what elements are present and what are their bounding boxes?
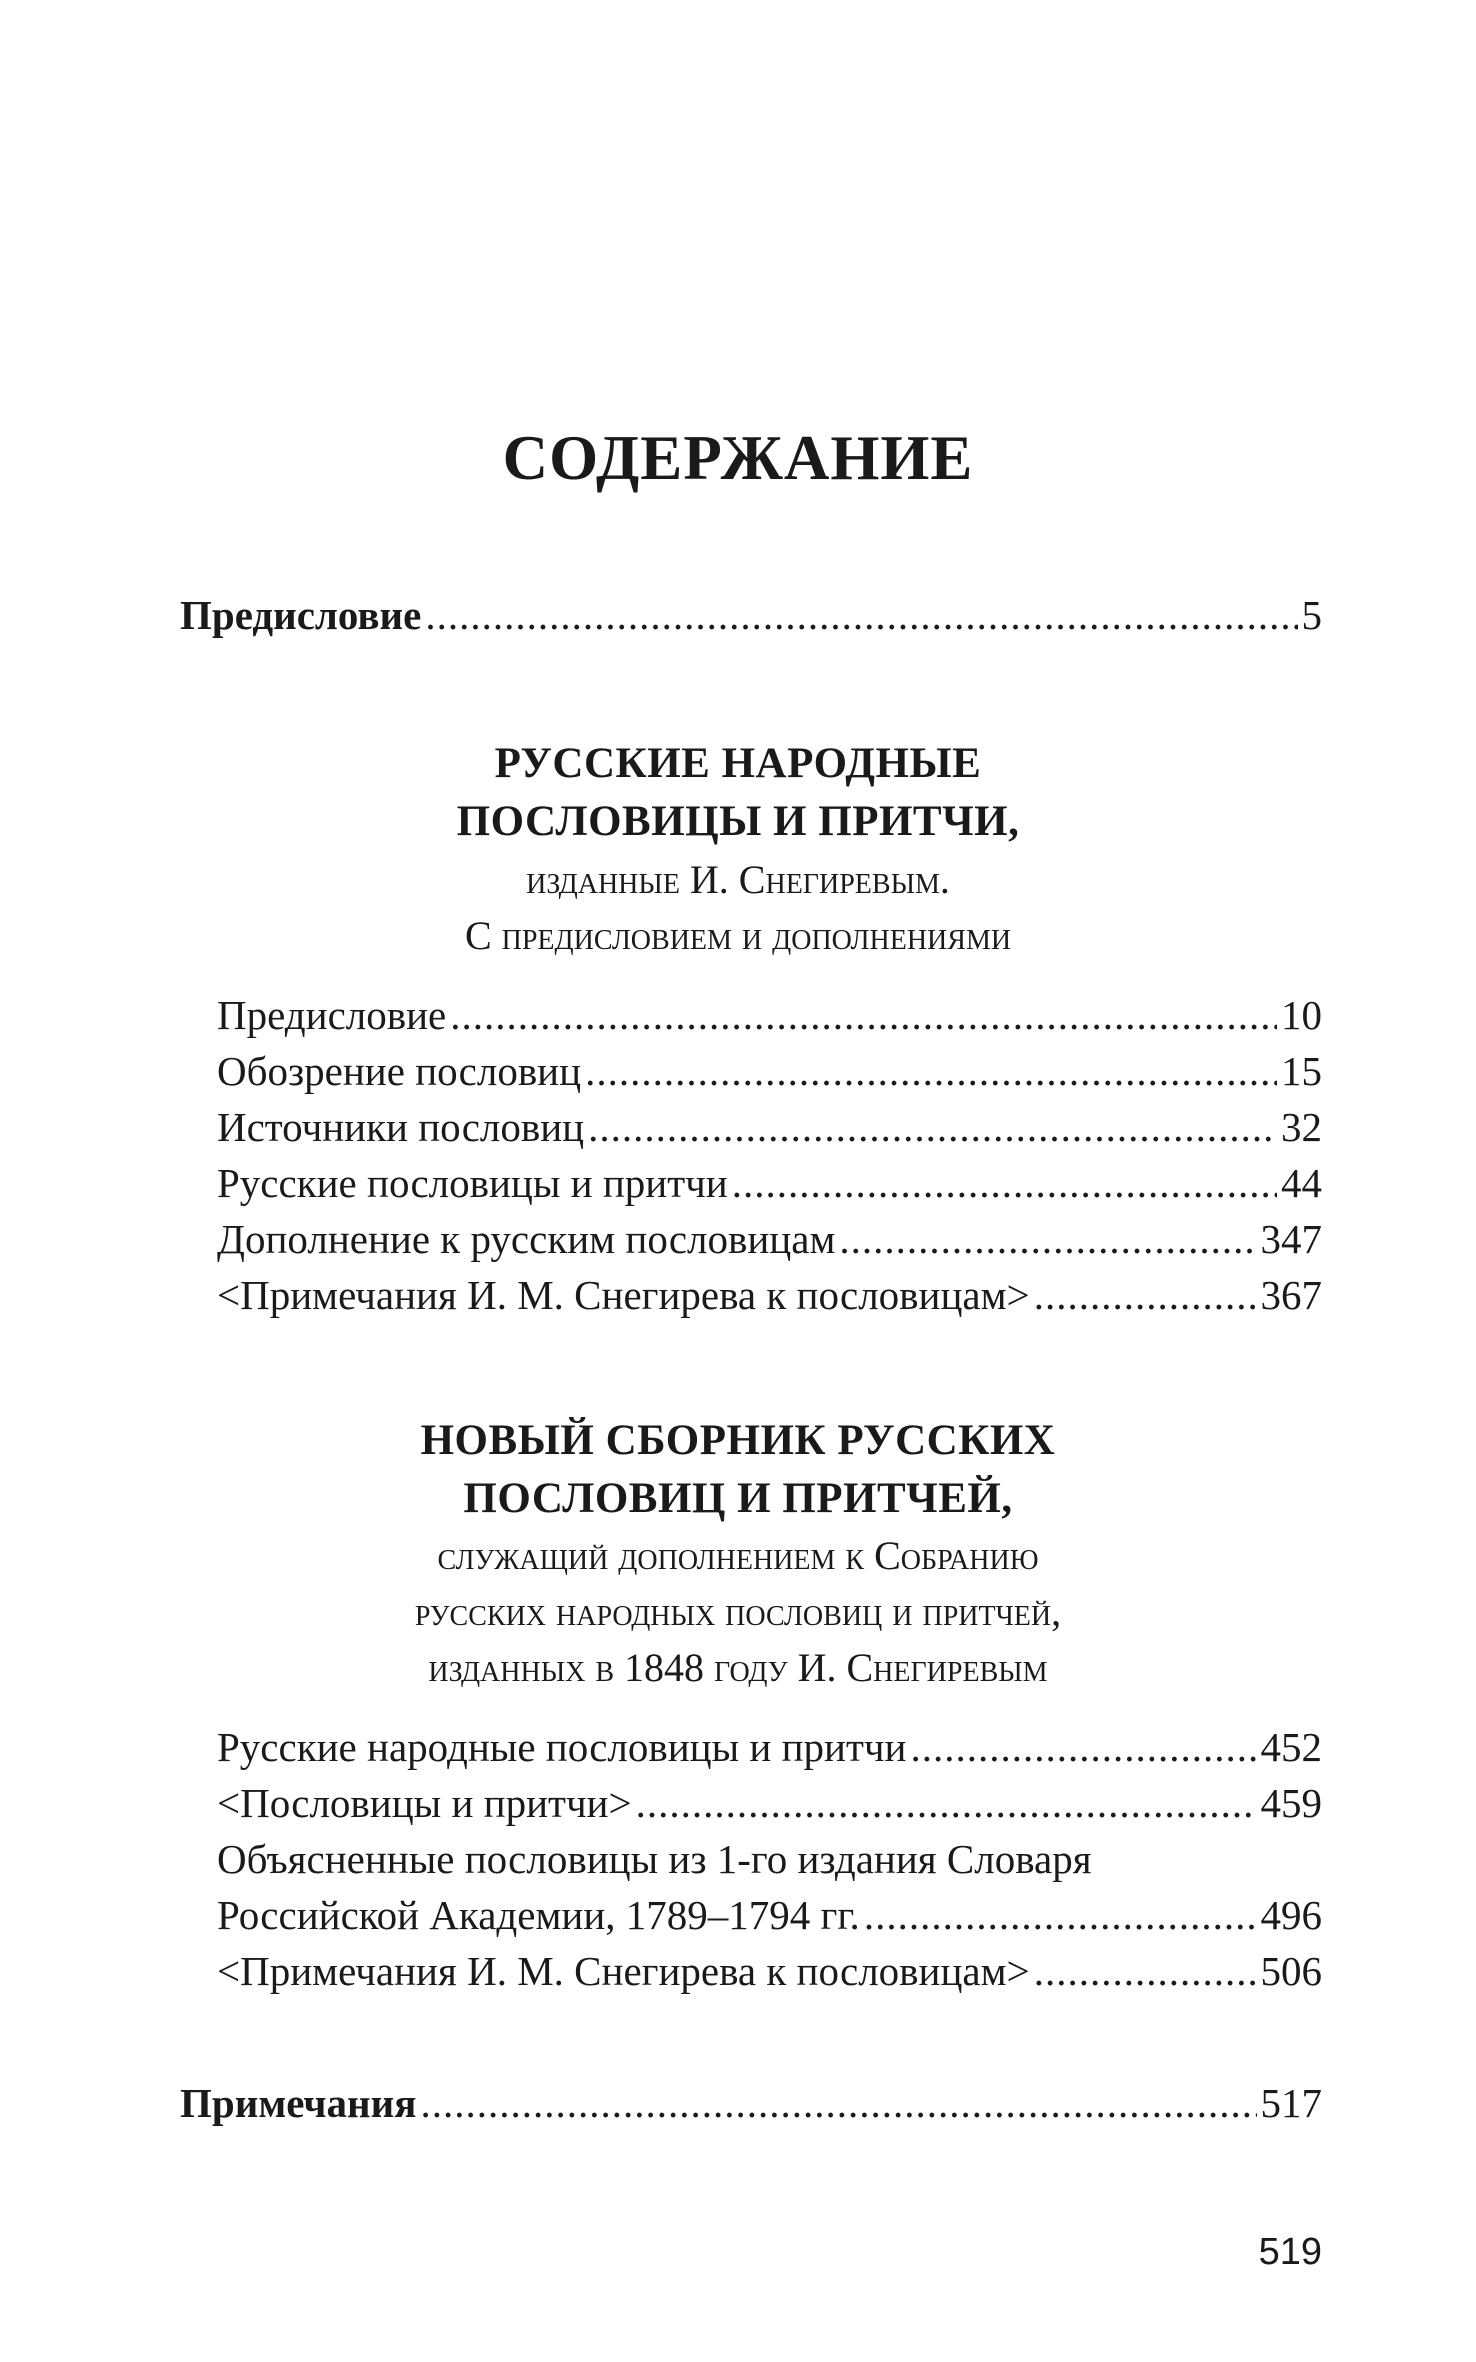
leader-dots: [425, 586, 1297, 644]
leader-dots: [420, 2074, 1256, 2132]
leader-dots: [1034, 1266, 1257, 1324]
toc-entry-page: 44: [1281, 1160, 1322, 1206]
toc-entry-page: 32: [1281, 1104, 1322, 1150]
toc-entry[interactable]: [217, 1210, 1322, 1268]
toc-entry-page: 452: [1260, 1724, 1322, 1770]
toc-entry-label: Русские народные пословицы и притчи: [217, 1724, 907, 1770]
section2-subtitle-line-1: служащий дополнением к Собранию: [437, 1533, 1039, 1578]
leader-dots: [636, 1774, 1257, 1832]
toc-entry[interactable]: [217, 1718, 1322, 1776]
leader-dots: [450, 986, 1277, 1044]
toc-entry-page: 10: [1281, 992, 1322, 1038]
section2-heading-line-2: ПОСЛОВИЦ И ПРИТЧЕЙ,: [463, 1475, 1013, 1522]
toc-entry-preface[interactable]: [180, 586, 1322, 644]
leader-dots: [864, 1886, 1257, 1944]
toc-entry-page: 347: [1260, 1216, 1322, 1262]
toc-entry[interactable]: [217, 1774, 1322, 1832]
toc-entry-label: Примечания: [180, 2080, 417, 2126]
toc-entry-label: <Примечания И. М. Снегирева к пословицам>: [217, 1272, 1030, 1318]
toc-entry-label: <Примечания И. М. Снегирева к пословицам>: [217, 1948, 1030, 1994]
leader-dots: [1034, 1942, 1257, 2000]
leader-dots: [588, 1098, 1277, 1156]
toc-entry-page: 496: [1260, 1892, 1322, 1938]
section1-subtitle-line-2: С предисловием и дополнениями: [464, 913, 1012, 958]
toc-entry[interactable]: [217, 1942, 1322, 2000]
toc-entry[interactable]: [217, 1154, 1322, 1212]
toc-entry-label: Предисловие: [180, 592, 422, 638]
toc-entry-page: 506: [1260, 1948, 1322, 1994]
toc-entry-page: 367: [1260, 1272, 1322, 1318]
section1-heading-line-2: ПОСЛОВИЦЫ И ПРИТЧИ,: [456, 798, 1020, 845]
toc-entry-page: 459: [1260, 1780, 1322, 1826]
section2-heading-line-1: НОВЫЙ СБОРНИК РУССКИХ: [420, 1417, 1056, 1464]
page-title: СОДЕРЖАНИЕ: [502, 423, 974, 493]
toc-entry-label: Обозрение пословиц: [217, 1048, 582, 1094]
toc-entry-label: Русские пословицы и притчи: [217, 1160, 728, 1206]
toc-entry-label: Источники пословиц: [217, 1104, 585, 1150]
toc-entry-page: 15: [1281, 1048, 1322, 1094]
leader-dots: [839, 1210, 1256, 1268]
toc-entry[interactable]: [217, 1886, 1322, 1944]
section2-subtitle-line-3: изданных в 1848 году И. Снегиревым: [428, 1645, 1048, 1690]
leader-dots: [585, 1042, 1277, 1100]
section1-heading-line-1: РУССКИЕ НАРОДНЫЕ: [494, 740, 982, 787]
toc-entry-page: 5: [1301, 592, 1322, 638]
toc-entry-notes[interactable]: [180, 2074, 1322, 2132]
toc-entry-label: Российской Академии, 1789–1794 гг.: [217, 1892, 860, 1938]
toc-entry-label: <Пословицы и притчи>: [217, 1780, 632, 1826]
toc-entry-label-continued[interactable]: Объясненные пословицы из 1-го издания Словаря: [217, 1836, 1092, 1882]
toc-entry[interactable]: [217, 1266, 1322, 1324]
section1-subtitle-line-1: изданные И. Снегиревым.: [526, 857, 950, 902]
toc-entry[interactable]: [217, 1042, 1322, 1100]
toc-entry[interactable]: [217, 986, 1322, 1044]
toc-entry[interactable]: [217, 1098, 1322, 1156]
leader-dots: [732, 1154, 1277, 1212]
toc-entry-label: Дополнение к русским пословицам: [217, 1216, 836, 1262]
page-number: 519: [1258, 2231, 1322, 2273]
toc-entry-page: 517: [1260, 2080, 1322, 2126]
toc-entry-label: Предисловие: [217, 992, 447, 1038]
section2-subtitle-line-2: русских народных пословиц и притчей,: [414, 1589, 1062, 1634]
leader-dots: [910, 1718, 1256, 1776]
